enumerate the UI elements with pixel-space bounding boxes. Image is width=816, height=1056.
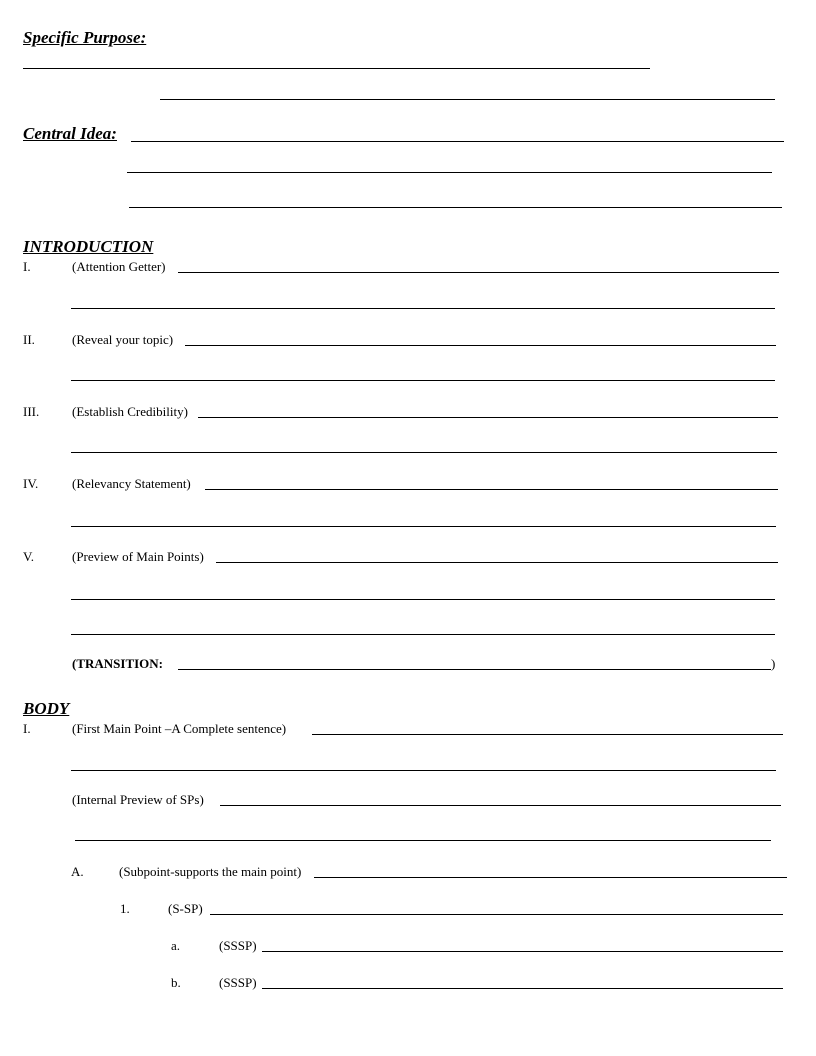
main-point-line-2[interactable]: [71, 770, 776, 771]
subpoint-line[interactable]: [314, 877, 787, 878]
relevancy-statement-line-2[interactable]: [71, 526, 776, 527]
sssp-label: (SSSP): [219, 975, 257, 990]
establish-credibility-label: (Establish Credibility): [72, 404, 188, 419]
main-point-label: (First Main Point –A Complete sentence): [72, 721, 287, 736]
preview-main-points-line-3[interactable]: [71, 634, 775, 635]
transition-close-paren: ): [771, 656, 776, 671]
reveal-topic-line-2[interactable]: [71, 380, 775, 381]
transition-line[interactable]: [178, 669, 771, 670]
intro-item-numeral: III.: [23, 404, 40, 419]
relevancy-statement-label: (Relevancy Statement): [72, 476, 191, 491]
reveal-topic-line-1[interactable]: [185, 345, 776, 346]
relevancy-statement-line-1[interactable]: [205, 489, 778, 490]
intro-item-numeral: IV.: [23, 476, 39, 491]
central-idea-line-1[interactable]: [131, 141, 784, 142]
attention-getter-line-1[interactable]: [178, 272, 779, 273]
intro-item-numeral: V.: [23, 549, 34, 564]
introduction-heading: INTRODUCTION: [23, 237, 154, 256]
specific-purpose-line-1[interactable]: [23, 68, 650, 69]
sssp-label: (SSSP): [219, 938, 257, 953]
internal-preview-line-1[interactable]: [220, 805, 781, 806]
sssp-letter: b.: [171, 975, 181, 990]
body-heading: BODY: [23, 699, 70, 718]
specific-purpose-label: Specific Purpose:: [23, 28, 147, 47]
transition-label: (TRANSITION:: [72, 656, 164, 671]
central-idea-line-2[interactable]: [127, 172, 772, 173]
central-idea-label: Central Idea:: [23, 124, 117, 143]
preview-main-points-label: (Preview of Main Points): [72, 549, 204, 564]
subpoint-label: (Subpoint-supports the main point): [119, 864, 302, 879]
sssp-line[interactable]: [262, 951, 783, 952]
establish-credibility-line-2[interactable]: [71, 452, 777, 453]
main-point-numeral: I.: [23, 721, 31, 736]
internal-preview-label: (Internal Preview of SPs): [72, 792, 204, 807]
intro-item-numeral: II.: [23, 332, 35, 347]
attention-getter-line-2[interactable]: [71, 308, 775, 309]
establish-credibility-line-1[interactable]: [198, 417, 778, 418]
attention-getter-label: (Attention Getter): [72, 259, 166, 274]
central-idea-line-3[interactable]: [129, 207, 782, 208]
sssp-letter: a.: [171, 938, 181, 953]
sssp-line[interactable]: [262, 988, 783, 989]
intro-item-numeral: I.: [23, 259, 31, 274]
subsubpoint-label: (S-SP): [168, 901, 203, 916]
main-point-line-1[interactable]: [312, 734, 783, 735]
subsubpoint-number: 1.: [120, 901, 130, 916]
preview-main-points-line-2[interactable]: [71, 599, 775, 600]
preview-main-points-line-1[interactable]: [216, 562, 778, 563]
subsubpoint-line[interactable]: [210, 914, 783, 915]
reveal-topic-label: (Reveal your topic): [72, 332, 174, 347]
specific-purpose-line-2[interactable]: [160, 99, 775, 100]
subpoint-letter: A.: [71, 864, 84, 879]
internal-preview-line-2[interactable]: [75, 840, 771, 841]
